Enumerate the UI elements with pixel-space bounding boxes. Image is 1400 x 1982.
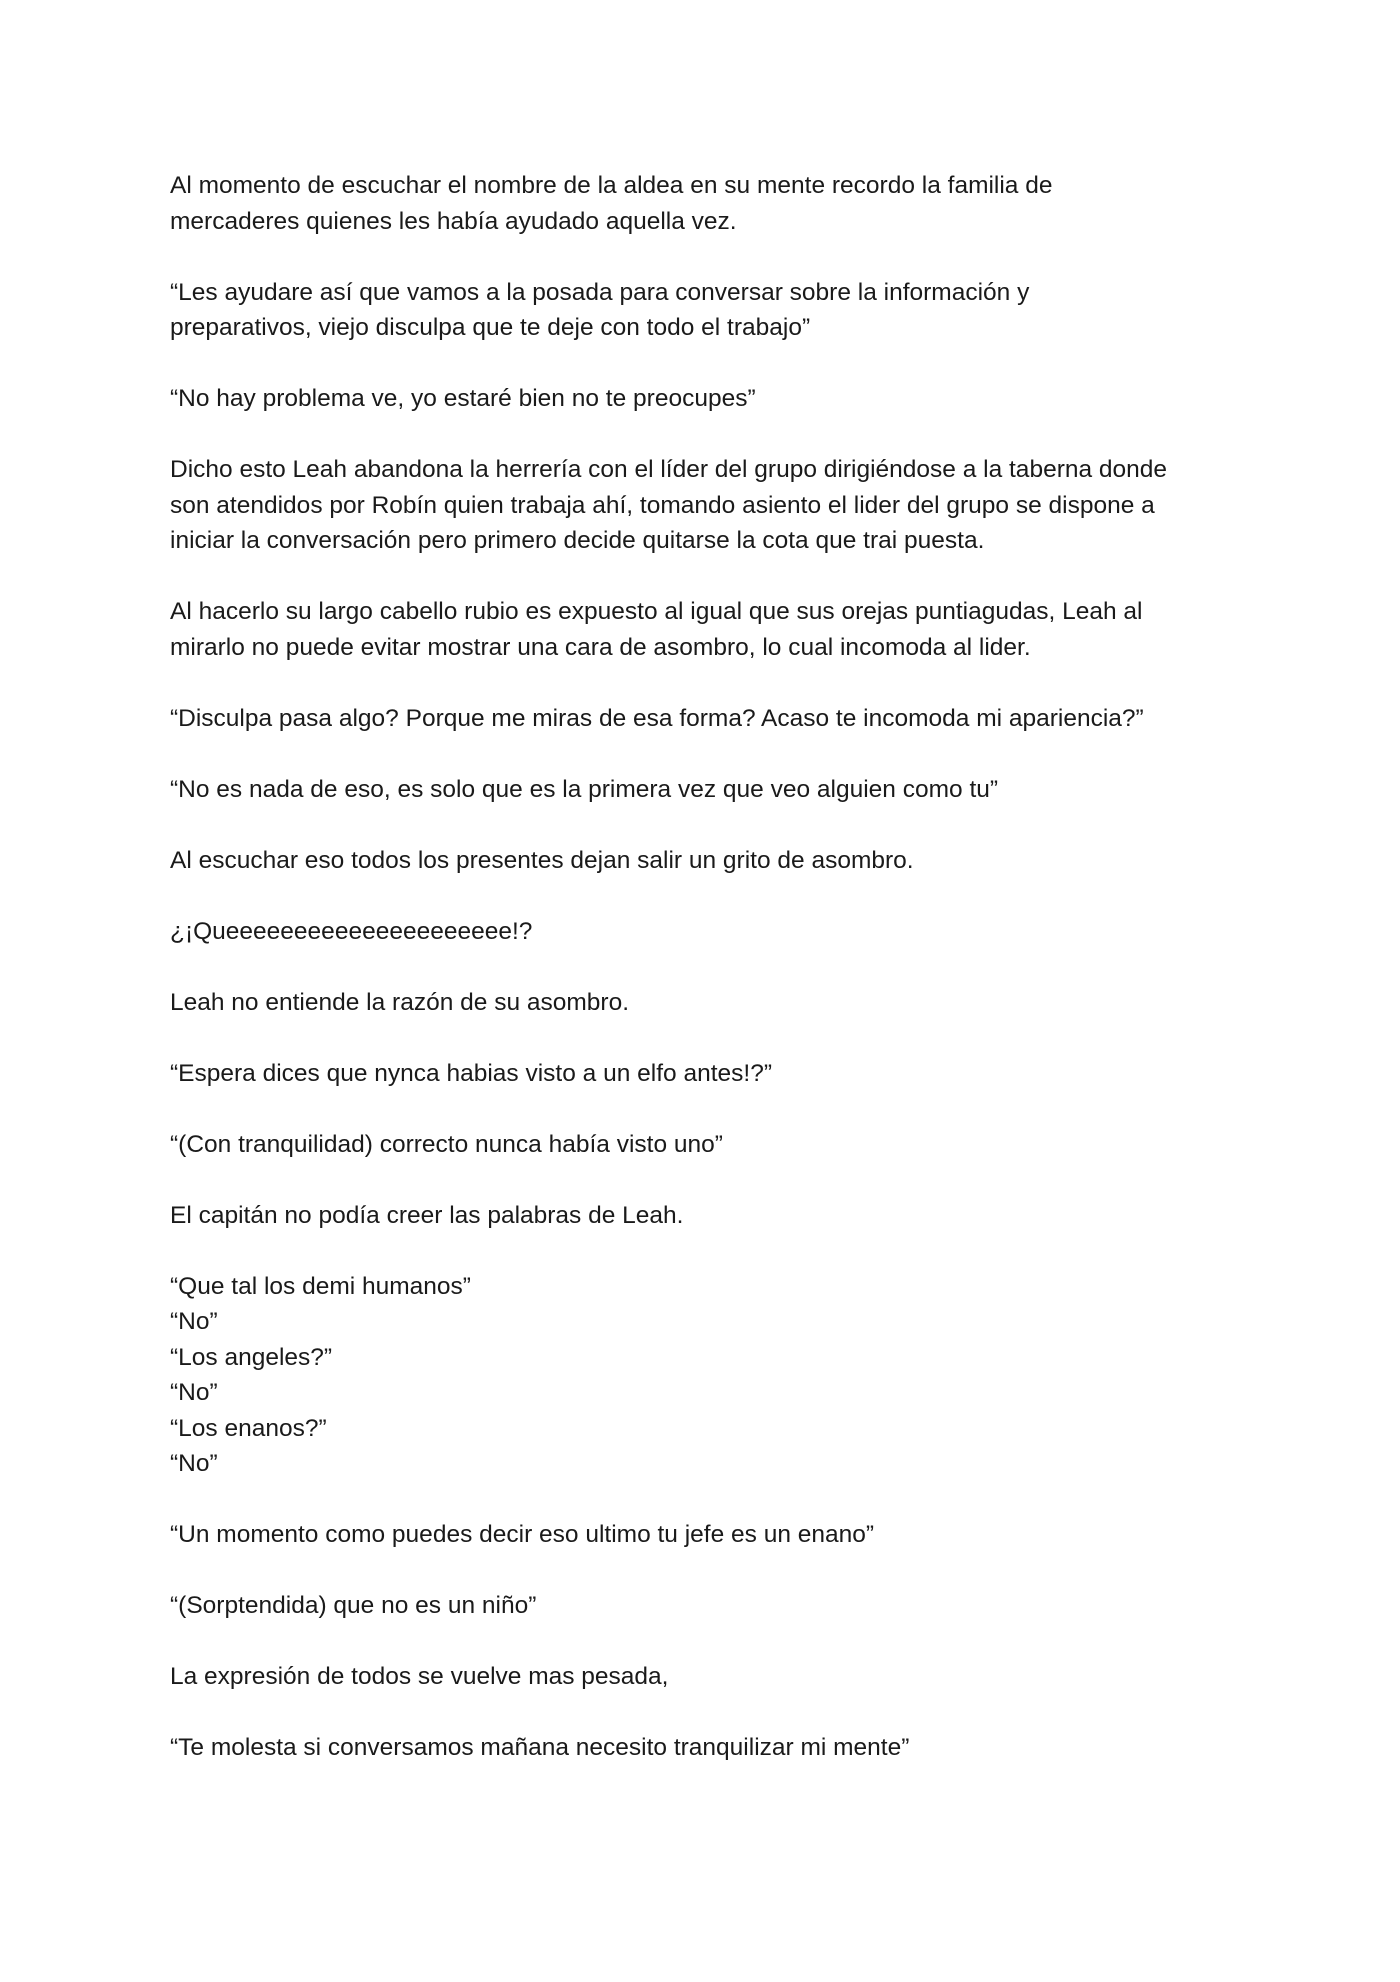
paragraph-1: [170, 168, 1250, 239]
text-line: mirarlo no puede evitar mostrar una cara de asombro, lo cual incomoda al lider.: [170, 633, 1031, 661]
text-line: “No”: [170, 1379, 218, 1406]
text-line: preparativos, viejo disculpa que te deje con todo el trabajo”: [170, 314, 811, 341]
text-line: La expresión de todos se vuelve mas pesada,: [170, 1663, 669, 1690]
paragraph-7: [170, 772, 1250, 808]
paragraph-10: [170, 985, 1250, 1021]
paragraph-9: [170, 914, 1250, 950]
text-line: son atendidos por Robín quien trabaja ahí, tomando asiento el lider del grupo se dispone a: [170, 491, 1155, 519]
text-line: “Un momento como puedes decir eso ultimo tu jefe es un enano”: [170, 1521, 875, 1548]
paragraph-6: [170, 701, 1250, 737]
paragraph-4: [170, 452, 1250, 559]
paragraph-15: [170, 1517, 1250, 1553]
paragraph-17: [170, 1659, 1250, 1695]
text-line: mercaderes quienes les había ayudado aquella vez.: [170, 207, 737, 235]
paragraph-12: [170, 1127, 1250, 1163]
text-line: “No”: [170, 1450, 218, 1477]
text-line: El capitán no podía creer las palabras de Leah.: [170, 1201, 684, 1229]
text-line: Al hacerlo su largo cabello rubio es expuesto al igual que sus orejas puntiagudas, Leah al: [170, 598, 1143, 625]
text-line: “Disculpa pasa algo? Porque me miras de esa forma? Acaso te incomoda mi apariencia?”: [170, 704, 1144, 732]
text-line: Al escuchar eso todos los presentes dejan salir un grito de asombro.: [170, 846, 914, 874]
document-body: [170, 168, 1250, 1801]
text-line: ¿¡Queeeeeeeeeeeeeeeeeeeee!?: [170, 917, 533, 945]
paragraph-2: [170, 275, 1250, 346]
text-line: “Les ayudare así que vamos a la posada para conversar sobre la información y: [170, 278, 1030, 306]
text-line: “Espera dices que nynca habias visto a un elfo antes!?”: [170, 1059, 772, 1087]
paragraph-11: [170, 1056, 1250, 1092]
text-line: Leah no entiende la razón de su asombro.: [170, 988, 630, 1016]
paragraph-5: [170, 594, 1250, 665]
text-line: Al momento de escuchar el nombre de la aldea en su mente recordo la familia de: [170, 172, 1053, 199]
paragraph-3: [170, 381, 1250, 417]
text-line: “(Sorptendida) que no es un niño”: [170, 1592, 537, 1619]
paragraph-16: [170, 1588, 1250, 1624]
text-line: “No hay problema ve, yo estaré bien no te preocupes”: [170, 385, 756, 412]
paragraph-8: [170, 843, 1250, 879]
text-line: Dicho esto Leah abandona la herrería con el líder del grupo dirigiéndose a la taberna donde: [170, 456, 1168, 483]
paragraph-13: [170, 1198, 1250, 1234]
text-line: iniciar la conversación pero primero decide quitarse la cota que trai puesta.: [170, 527, 985, 554]
paragraph-18: [170, 1730, 1250, 1766]
text-line: “No”: [170, 1308, 218, 1335]
text-line: “Que tal los demi humanos”: [170, 1272, 471, 1300]
text-line: “Los enanos?”: [170, 1414, 327, 1442]
paragraph-14: [170, 1269, 1250, 1482]
text-line: “Te molesta si conversamos mañana necesito tranquilizar mi mente”: [170, 1734, 910, 1761]
text-line: “(Con tranquilidad) correcto nunca había visto uno”: [170, 1130, 723, 1158]
text-line: “Los angeles?”: [170, 1343, 333, 1371]
text-line: “No es nada de eso, es solo que es la primera vez que veo alguien como tu”: [170, 775, 999, 803]
